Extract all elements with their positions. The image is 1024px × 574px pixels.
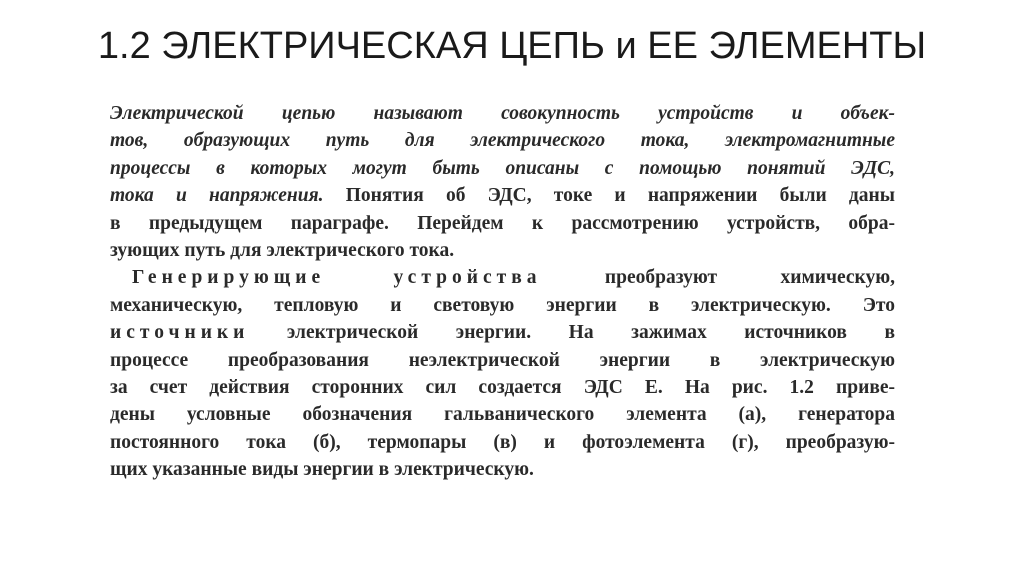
slide-title: 1.2 ЭЛЕКТРИЧЕСКАЯ ЦЕПЬ и ЕЕ ЭЛЕМЕНТЫ — [97, 25, 927, 67]
paragraph-1-line-6: зующих путь для электрического тока. — [110, 239, 455, 261]
paragraph-2-line-5: за счет действия сторонних сил создается ЭДС Е. На рис. 1.2 приве- — [110, 376, 895, 398]
paragraph-2-line-7: постоянного тока (б), термопары (в) и фотоэлемента (г), преобразую- — [110, 431, 895, 453]
paragraph-2-line-8: щих указанные виды энергии в электрическую. — [110, 459, 534, 481]
term-sources: источники — [110, 322, 250, 344]
paragraph-1-line-5: в предыдущем параграфе. Перейдем к рассмотрению устройств, обра- — [110, 212, 895, 234]
textbook-excerpt — [110, 100, 895, 483]
paragraph-2-line-1: Генерирующие устройства преобразуют химическую, — [132, 267, 895, 289]
paragraph-2-line-4: процессе преобразования неэлектрической энергии в электрическую — [110, 349, 895, 371]
paragraph-1-line-4: тока и напряжения. Понятия об ЭДС, токе и напряжении были даны — [110, 185, 895, 207]
paragraph-2-line-2: механическую, тепловую и световую энергии в электрическую. Это — [110, 294, 895, 316]
paragraph-1-line-1: Электрической цепью называют совокупность устройств и объек- — [110, 103, 895, 124]
term-generating-devices: Генерирующие устройства — [132, 267, 542, 289]
paragraph-2-line-3: источники электрической энергии. На зажимах источников в — [110, 322, 895, 344]
paragraph-2-line-6: дены условные обозначения гальванического элемента (а), генератора — [110, 404, 895, 426]
paragraph-1-line-3: процессы в которых могут быть описаны с помощью понятий ЭДС, — [110, 157, 895, 179]
paragraph-1-line-2: тов, образующих путь для электрического тока, электромагнитные — [110, 130, 895, 152]
